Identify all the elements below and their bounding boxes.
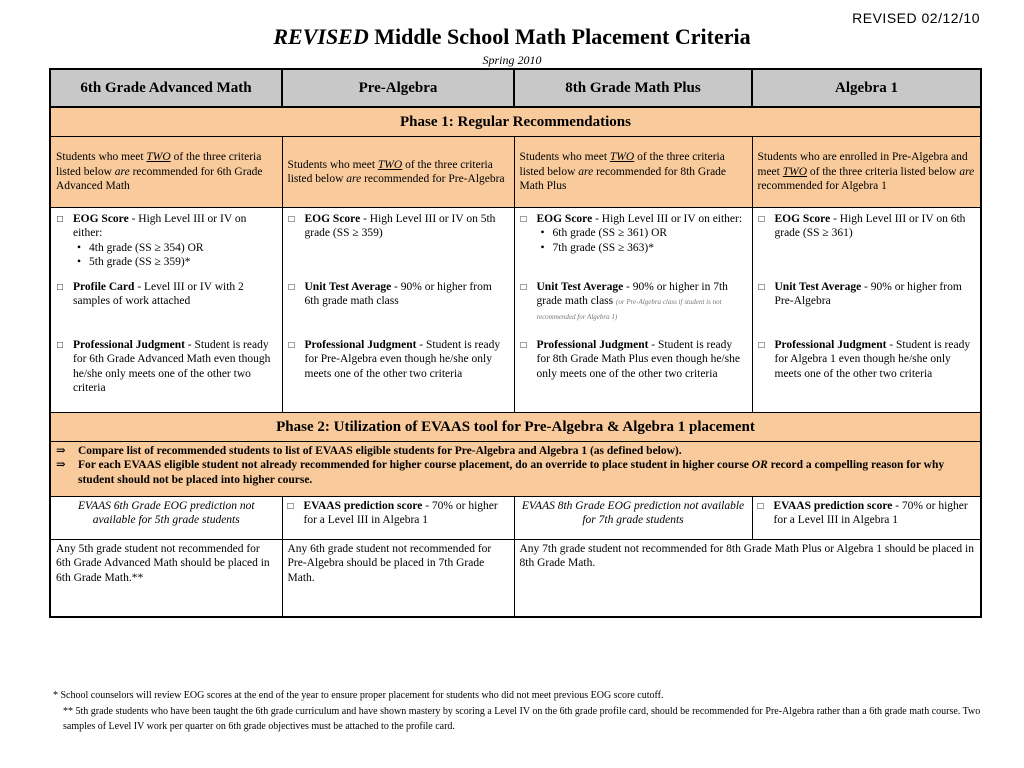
criterion-label: Profile Card [73, 281, 135, 293]
eog-option: • 6th grade (SS ≥ 361) OR [553, 226, 746, 240]
evaas-not-available-0: EVAAS 6th Grade EOG prediction not available for 5th grade students [50, 497, 282, 540]
intro-cell-1 [282, 137, 514, 208]
checkbox-icon: □ [520, 214, 527, 225]
checkbox-icon: □ [288, 340, 295, 351]
professional-judgment-criterion-text [305, 338, 508, 381]
criterion-label: EOG Score [73, 213, 129, 225]
criterion-desc: - 90% or higher from Pre-Algebra [774, 281, 962, 308]
intro-pre: Students who meet [519, 151, 610, 164]
page-title [0, 24, 1024, 50]
header-algebra-1: Algebra 1 [752, 69, 981, 107]
default-placement-8th: Any 7th grade student not recommended for 8th Grade Math Plus or Algebra 1 should be placed in 8th Grade Math. [514, 540, 981, 618]
phase1-title: Phase 1: Regular Recommendations [50, 107, 981, 137]
professional-judgment-criterion [289, 338, 508, 381]
note-tail: record a compelling reason for why student should not be placed into higher course. [78, 459, 945, 486]
header-pre-algebra: Pre-Algebra [282, 69, 514, 107]
second-criterion [57, 280, 276, 328]
eog-criterion [759, 212, 975, 270]
intro-are: are [346, 173, 362, 185]
eog-criterion-text [305, 212, 508, 270]
criterion-label: EOG Score [774, 213, 831, 225]
checkbox-icon: □ [57, 282, 64, 293]
checkbox-icon: □ [287, 501, 294, 512]
intro-post: recommended for 6th Grade Advanced Math [56, 165, 263, 193]
second-criterion-text [537, 280, 746, 328]
intro-cell-0 [50, 137, 282, 208]
default-placement-6th: Any 5th grade student not recommended for 6th Grade Advanced Math should be placed in 6th Grade Math.** [50, 540, 282, 618]
arrow-right-icon: ⇒ [56, 459, 66, 472]
criterion-desc: - High Level III or IV on 6th grade (SS ≥ 361) [774, 213, 966, 240]
intro-cell-3 [752, 137, 981, 208]
eog-options-list [537, 226, 746, 255]
evaas-desc: - 70% or higher for a Level III in Algebra 1 [303, 500, 498, 527]
evaas-criterion [758, 499, 976, 528]
footnote-double-asterisk: ** 5th grade students who have been taught the 6th grade curriculum and have shown mastery by scoring a Level IV on the 6th grade profile card, should be recommended for Pre-Algebra rather than a 6th grade math course. Two samples of Level IV work per quarter on 6th grade objectives must be attached to the profile card. [63, 705, 981, 732]
note-main: For each EVAAS eligible student not already recommended for higher course placement, do an override to place student in higher course [78, 459, 752, 472]
intro-are: are [114, 165, 130, 178]
intro-mid: of the three criteria listed below [807, 165, 960, 178]
intro-cell-2 [514, 137, 752, 208]
intro-pre: Students who meet [287, 158, 378, 171]
criterion-label: Unit Test Average [774, 281, 862, 293]
header-6th-grade-advanced-math: 6th Grade Advanced Math [50, 69, 282, 107]
phase2-notes-row [50, 442, 981, 497]
intro-mid: of the three criteria listed below [519, 151, 725, 178]
eog-options-list [73, 241, 276, 270]
checkbox-icon: □ [57, 214, 64, 225]
header-8th-grade-math-plus: 8th Grade Math Plus [514, 69, 752, 107]
evaas-label: EVAAS prediction score [773, 500, 893, 512]
professional-judgment-criterion-text [73, 338, 276, 396]
criterion-desc: - 90% or higher in 7th grade math class [536, 281, 728, 308]
criterion-desc: - Student is ready for 6th Grade Advanced Math even though he/she only meets one of the other two criteria [73, 339, 271, 395]
professional-judgment-criterion [521, 338, 746, 381]
eog-criterion [521, 212, 746, 270]
professional-judgment-criterion [759, 338, 975, 381]
intro-post: recommended for Pre-Algebra [361, 173, 505, 185]
criterion-desc: - Student is ready for Pre-Algebra even though he/she only meets one of the other two criteria [304, 339, 501, 380]
revised-date-stamp: REVISED 02/12/10 [852, 10, 980, 26]
intro-two: TWO [782, 165, 808, 178]
criteria-cell-0 [50, 208, 282, 413]
criterion-desc: - High Level III or IV on 5th grade (SS ≥ 359) [304, 213, 496, 240]
second-criterion [759, 280, 975, 328]
second-criterion-text [305, 280, 508, 328]
evaas-not-available-2: EVAAS 8th Grade EOG prediction not available for 7th grade students [514, 497, 752, 540]
default-placement-pre-algebra: Any 6th grade student not recommended for Pre-Algebra should be placed in 7th Grade Math. [282, 540, 514, 618]
professional-judgment-criterion-text [775, 338, 975, 381]
criteria-cell-1 [282, 208, 514, 413]
intro-two: TWO [609, 151, 635, 164]
eog-option: • 7th grade (SS ≥ 363)* [553, 241, 746, 255]
intro-pre: Students who are enrolled in Pre-Algebra and meet [757, 151, 968, 178]
eog-option: • 4th grade (SS ≥ 354) OR [89, 241, 276, 255]
intro-two: TWO [377, 158, 403, 171]
criteria-cell-2 [514, 208, 752, 413]
note-main: Compare list of recommended students to list of EVAAS eligible students for Pre-Algebra and Algebra 1 (as defined below). [78, 445, 682, 457]
page-subtitle: Spring 2010 [482, 53, 542, 67]
eog-criterion [57, 212, 276, 270]
criterion-label: Professional Judgment [73, 339, 185, 351]
intro-are: are [959, 165, 975, 178]
evaas-row [50, 497, 981, 540]
checkbox-icon: □ [520, 340, 527, 351]
arrow-right-icon: ⇒ [56, 445, 66, 457]
checkbox-icon: □ [758, 340, 765, 351]
criterion-desc: - Student is ready for 8th Grade Math Plus even though he/she only meets one of the other two criteria [536, 339, 740, 380]
criteria-row [50, 208, 981, 413]
intro-mid: of the three criteria listed below [287, 158, 493, 185]
second-criterion-text [775, 280, 975, 328]
criterion-note: (or Pre-Algebra class if student is not recommended for Algebra 1) [536, 298, 722, 321]
evaas-label: EVAAS prediction score [303, 500, 423, 512]
criterion-label: EOG Score [304, 213, 361, 225]
default-placement-row [50, 540, 981, 618]
checkbox-icon: □ [57, 340, 64, 351]
phase2-note-1 [56, 458, 975, 487]
footnotes [53, 688, 983, 735]
phase1-row [50, 107, 981, 137]
checkbox-icon: □ [758, 282, 765, 293]
criterion-label: Unit Test Average [536, 281, 624, 293]
checkbox-icon: □ [520, 282, 527, 293]
intro-row [50, 137, 981, 208]
second-criterion-text [73, 280, 276, 328]
note-or: OR [751, 459, 768, 472]
evaas-criterion-text [304, 499, 509, 528]
placement-criteria-table [49, 68, 982, 618]
criterion-desc: - High Level III or IV on either: [592, 213, 743, 225]
criterion-desc: - Student is ready for Algebra 1 even though he/she only meets one of the other two criteria [774, 339, 971, 380]
course-header-row [50, 69, 981, 107]
criterion-desc: - High Level III or IV on either: [73, 213, 247, 240]
phase2-row [50, 413, 981, 442]
checkbox-icon: □ [288, 282, 295, 293]
eog-criterion-text [775, 212, 975, 270]
professional-judgment-criterion-text [537, 338, 746, 381]
criterion-desc: - 90% or higher from 6th grade math class [304, 281, 492, 308]
eog-criterion-text [537, 212, 746, 270]
criterion-desc: - Level III or IV with 2 samples of work attached [73, 281, 244, 308]
evaas-score-cell-1 [282, 497, 514, 540]
checkbox-icon: □ [758, 214, 765, 225]
phase2-title: Phase 2: Utilization of EVAAS tool for Pre-Algebra & Algebra 1 placement [50, 413, 981, 442]
checkbox-icon: □ [288, 214, 295, 225]
evaas-score-cell-3 [752, 497, 981, 540]
criterion-label: Professional Judgment [304, 339, 417, 351]
intro-post: recommended for Algebra 1 [757, 180, 887, 193]
footnote-single-asterisk: * School counselors will review EOG scores at the end of the year to ensure proper placement for students who did not meet previous EOG score cutoff. [53, 690, 664, 701]
second-criterion [521, 280, 746, 328]
eog-option: • 5th grade (SS ≥ 359)* [89, 255, 276, 269]
evaas-criterion [288, 499, 509, 528]
title-text: Middle School Math Placement Criteria [368, 24, 751, 49]
criterion-label: Professional Judgment [774, 339, 887, 351]
title-revised-word: REVISED [273, 24, 369, 49]
phase2-notes [50, 442, 981, 497]
intro-are: are [578, 165, 594, 178]
phase2-note-text [78, 458, 975, 487]
evaas-desc: - 70% or higher for a Level III in Algebra 1 [773, 500, 968, 527]
criterion-label: Professional Judgment [536, 339, 649, 351]
intro-pre: Students who meet [56, 151, 147, 164]
checkbox-icon: □ [757, 501, 764, 512]
phase2-note-0 [56, 444, 975, 458]
professional-judgment-criterion [57, 338, 276, 396]
second-criterion [289, 280, 508, 328]
phase2-note-text [78, 444, 682, 458]
criterion-label: EOG Score [536, 213, 593, 225]
eog-criterion-text [73, 212, 276, 270]
intro-two: TWO [146, 151, 171, 164]
criteria-cell-3 [752, 208, 981, 413]
intro-post: recommended for 8th Grade Math Plus [519, 165, 727, 193]
eog-criterion [289, 212, 508, 270]
intro-mid: of the three criteria listed below [56, 151, 262, 178]
evaas-criterion-text [774, 499, 976, 528]
criterion-label: Unit Test Average [304, 281, 392, 293]
